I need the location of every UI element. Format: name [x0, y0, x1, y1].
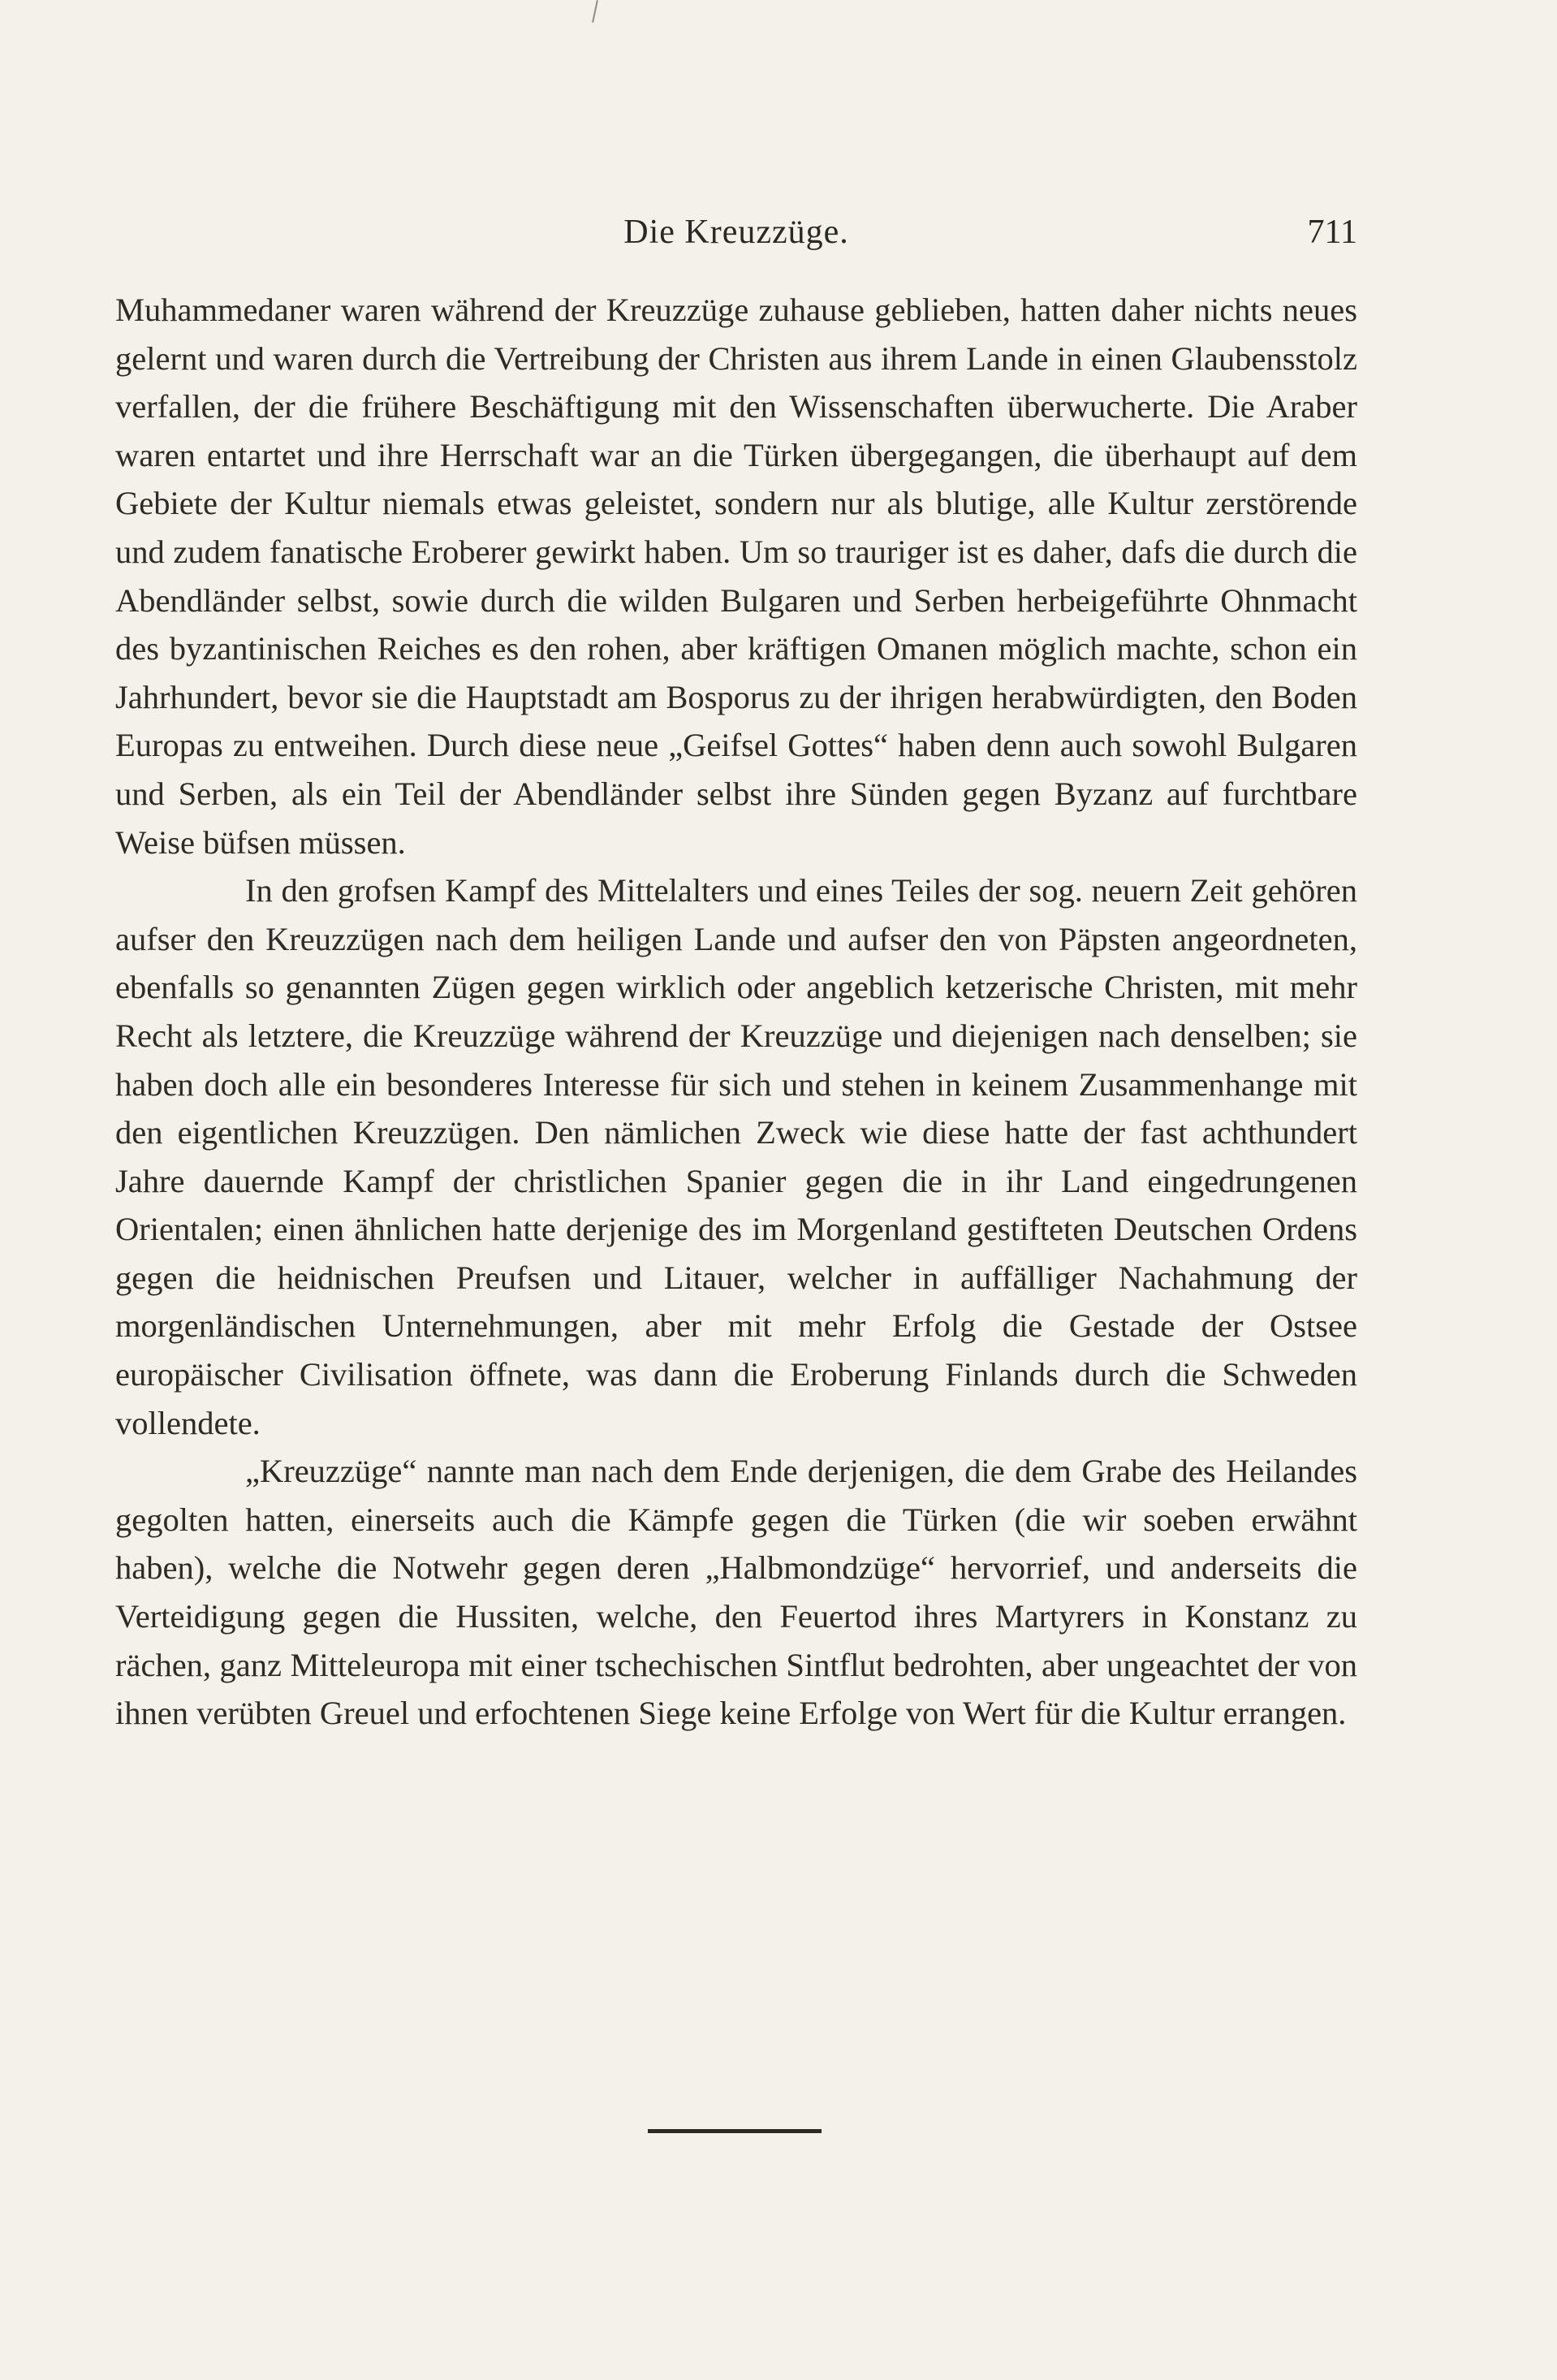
section-end-rule	[648, 2129, 822, 2133]
body-text	[115, 286, 1357, 1738]
paragraph-2: In den grofsen Kampf des Mittelalters und eines Teiles der sog. neuern Zeit gehören aufser den Kreuzzügen nach dem heiligen Lande und aufser den von Päpsten angeordneten, ebenfalls so genannten Zügen gegen wirklich oder angeblich ketzerische Christen, mit mehr Recht als letztere, die Kreuzzüge während der Kreuzzüge und diejenigen nach denselben; sie haben doch alle ein besonderes Interesse für sich und stehen in keinem Zusammenhange mit den eigentlichen Kreuzzügen. Den nämlichen Zweck wie diese hatte der fast achthundert Jahre dauernde Kampf der christlichen Spanier gegen die in ihr Land eingedrungenen Orientalen; einen ähnlichen hatte derjenige des im Morgenland gestifteten Deutschen Ordens gegen die heidnischen Preufsen und Litauer, welcher in auffälliger Nachahmung der morgenländischen Unternehmungen, aber mit mehr Erfolg die Gestade der Ostsee europäischer Civilisation öffnete, was dann die Eroberung Finlands durch die Schweden vollendete.	[115, 872, 1357, 1441]
page-number: 711	[1307, 214, 1357, 251]
pencil-mark	[592, 0, 598, 23]
page-header	[115, 213, 1357, 261]
paragraph-1: Muhammedaner waren während der Kreuzzüge zuhause geblieben, hatten daher nichts neues gelernt und waren durch die Vertreibung der Christen aus ihrem Lande in einen Glaubensstolz verfallen, der die frühere Beschäftigung mit den Wissenschaften überwucherte. Die Araber waren entartet und ihre Herrschaft war an die Türken übergegangen, die überhaupt auf dem Gebiete der Kultur niemals etwas geleistet, sondern nur als blutige, alle Kultur zerstörende und zudem fanatische Eroberer gewirkt haben. Um so trauriger ist es daher, dafs die durch die Abendländer selbst, sowie durch die wilden Bulgaren und Serben herbeigeführte Ohnmacht des byzantinischen Reiches es den rohen, aber kräftigen Omanen möglich machte, schon ein Jahrhundert, bevor sie die Hauptstadt am Bosporus zu der ihrigen herabwürdigten, den Boden Europas zu entweihen. Durch diese neue „Geifsel Gottes“ haben denn auch sowohl Bulgaren und Serben, als ein Teil der Abendländer selbst ihre Sünden gegen Byzanz auf furchtbare Weise büfsen müssen.	[115, 292, 1357, 861]
paragraph-3: „Kreuzzüge“ nannte man nach dem Ende derjenigen, die dem Grabe des Heilandes gegolten hatten, einerseits auch die Kämpfe gegen die Türken (die wir soeben erwähnt haben), welche die Notwehr gegen deren „Halbmondzüge“ hervorrief, und anderseits die Verteidigung gegen die Hussiten, welche, den Feuertod ihres Martyrers in Konstanz zu rächen, ganz Mitteleuropa mit einer tschechischen Sintflut bedrohten, aber ungeachtet der von ihnen verübten Greuel und erfochtenen Siege keine Erfolge von Wert für die Kultur errangen.	[115, 1453, 1357, 1732]
running-title: Die Kreuzzüge.	[623, 214, 849, 251]
